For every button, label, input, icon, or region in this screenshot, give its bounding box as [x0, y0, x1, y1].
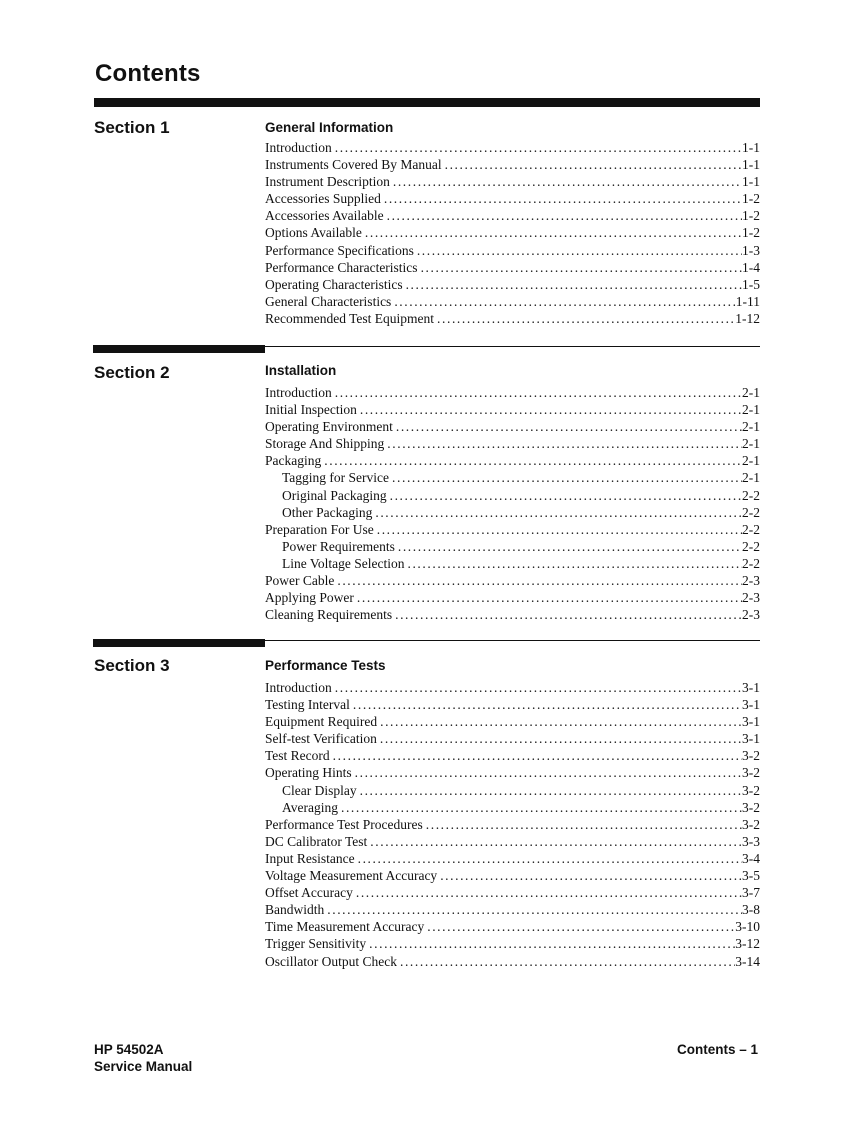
toc-entry-page: 1-3 — [742, 242, 760, 258]
toc-entry-page: 3-2 — [742, 816, 760, 832]
toc-leader-dots — [332, 679, 742, 696]
toc-leader-dots — [357, 401, 742, 418]
toc-entry-title: Testing Interval — [265, 697, 350, 713]
toc-entry-page: 2-3 — [742, 590, 760, 606]
toc-leader-dots — [397, 953, 735, 970]
toc-entry — [265, 589, 760, 606]
toc-leader-dots — [442, 156, 742, 173]
toc-leader-dots — [321, 452, 742, 469]
toc-entry — [265, 747, 760, 764]
toc-leader-dots — [355, 850, 742, 867]
toc-entry — [265, 953, 760, 970]
toc-entry — [265, 816, 760, 833]
toc-entry-title: Operating Hints — [265, 765, 352, 781]
toc-entry-page: 2-2 — [742, 487, 760, 503]
toc-leader-dots — [377, 730, 742, 747]
toc-entry — [265, 173, 760, 190]
footer-left — [94, 1041, 192, 1075]
toc-entry — [265, 884, 760, 901]
section-divider-bar — [93, 345, 265, 353]
toc-entry-title: Performance Characteristics — [265, 259, 418, 275]
toc-leader-dots — [338, 799, 742, 816]
toc-entry-page: 2-1 — [742, 419, 760, 435]
toc-entry — [265, 435, 760, 452]
toc-leader-dots — [384, 207, 742, 224]
toc-entry — [265, 538, 760, 555]
toc-entry — [265, 555, 760, 572]
toc-entry-page: 1-1 — [742, 157, 760, 173]
toc-leader-dots — [352, 764, 742, 781]
toc-list — [265, 139, 760, 327]
toc-entry — [265, 190, 760, 207]
toc-entry — [265, 156, 760, 173]
toc-entry-page: 2-3 — [742, 607, 760, 623]
toc-leader-dots — [381, 190, 742, 207]
toc-entry — [265, 764, 760, 781]
toc-entry-title: Other Packaging — [282, 504, 373, 520]
section-label: Section 1 — [94, 118, 170, 137]
toc-entry — [265, 799, 760, 816]
section-label: Section 2 — [94, 363, 170, 382]
footer-manual: Service Manual — [94, 1059, 193, 1074]
toc-entry — [265, 935, 760, 952]
toc-entry — [265, 730, 760, 747]
toc-entry — [265, 401, 760, 418]
toc-leader-dots — [414, 242, 742, 259]
toc-entry-page: 2-2 — [742, 538, 760, 554]
toc-entry-title: Bandwidth — [265, 902, 325, 918]
toc-entry — [265, 418, 760, 435]
section-heading: Performance Tests — [265, 658, 386, 673]
toc-entry-title: Performance Test Procedures — [265, 816, 423, 832]
toc-entry-title: Original Packaging — [282, 487, 387, 503]
toc-entry-page: 3-2 — [742, 765, 760, 781]
toc-entry — [265, 521, 760, 538]
toc-leader-dots — [330, 747, 742, 764]
toc-leader-dots — [357, 782, 742, 799]
toc-leader-dots — [377, 713, 742, 730]
toc-leader-dots — [395, 538, 742, 555]
toc-entry-title: Instrument Description — [265, 174, 390, 190]
toc-entry-title: Introduction — [265, 140, 332, 155]
toc-entry-title: Options Available — [265, 225, 362, 241]
toc-entry-title: Accessories Available — [265, 208, 384, 224]
toc-leader-dots — [384, 435, 742, 452]
toc-entry-page: 3-10 — [735, 919, 760, 935]
toc-entry-title: Applying Power — [265, 590, 354, 606]
toc-leader-dots — [423, 816, 742, 833]
toc-entry-page: 3-12 — [735, 936, 760, 952]
toc-leader-dots — [437, 867, 742, 884]
toc-entry — [265, 469, 760, 486]
toc-entry-page: 3-2 — [742, 748, 760, 764]
toc-entry-title: Offset Accuracy — [265, 885, 353, 901]
toc-entry — [265, 901, 760, 918]
toc-entry — [265, 139, 760, 156]
toc-entry-page: 3-2 — [742, 782, 760, 798]
toc-entry — [265, 867, 760, 884]
toc-entry-page: 1-12 — [735, 310, 760, 326]
toc-leader-dots — [393, 418, 742, 435]
toc-entry-page: 1-11 — [735, 293, 760, 309]
toc-leader-dots — [332, 384, 742, 401]
toc-leader-dots — [418, 259, 742, 276]
toc-entry-title: Introduction — [265, 385, 332, 400]
toc-entry — [265, 504, 760, 521]
toc-entry — [265, 713, 760, 730]
section-label: Section 3 — [94, 656, 170, 675]
toc-leader-dots — [372, 504, 742, 521]
footer-model: HP 54502A — [94, 1042, 164, 1057]
toc-entry — [265, 452, 760, 469]
toc-leader-dots — [403, 276, 742, 293]
toc-entry-page: 2-1 — [742, 436, 760, 452]
toc-entry — [265, 696, 760, 713]
toc-entry-page: 2-2 — [742, 555, 760, 571]
toc-entry-title: Line Voltage Selection — [282, 555, 405, 571]
toc-entry-page: 3-1 — [742, 680, 760, 695]
title-rule — [94, 98, 760, 107]
toc-entry — [265, 242, 760, 259]
section-divider-line — [265, 640, 760, 641]
toc-leader-dots — [392, 606, 742, 623]
toc-leader-dots — [434, 310, 735, 327]
toc-entry-title: Input Resistance — [265, 850, 355, 866]
section-divider-line — [265, 346, 760, 347]
toc-entry-page: 2-1 — [742, 402, 760, 418]
toc-entry-page: 1-2 — [742, 208, 760, 224]
toc-entry-title: Equipment Required — [265, 714, 378, 730]
toc-entry-page: 3-1 — [742, 697, 760, 713]
toc-entry-page: 2-2 — [742, 521, 760, 537]
toc-leader-dots — [404, 555, 742, 572]
toc-entry-page: 3-5 — [742, 868, 760, 884]
toc-entry-title: Accessories Supplied — [265, 191, 381, 207]
toc-leader-dots — [391, 293, 735, 310]
toc-list — [265, 384, 760, 623]
toc-entry-page: 2-1 — [742, 470, 760, 486]
toc-entry-page: 1-4 — [742, 259, 760, 275]
toc-entry-page: 3-2 — [742, 799, 760, 815]
toc-entry — [265, 918, 760, 935]
toc-entry-page: 3-3 — [742, 833, 760, 849]
toc-entry-title: Clear Display — [282, 782, 357, 798]
toc-entry-page: 2-1 — [742, 385, 760, 400]
toc-entry-page: 1-1 — [742, 140, 760, 155]
toc-leader-dots — [374, 521, 742, 538]
toc-entry — [265, 276, 760, 293]
toc-entry-title: Introduction — [265, 680, 332, 695]
toc-leader-dots — [362, 224, 742, 241]
toc-entry — [265, 572, 760, 589]
toc-entry-title: Test Record — [265, 748, 330, 764]
toc-entry-page: 1-2 — [742, 225, 760, 241]
page-title: Contents — [95, 60, 201, 87]
toc-entry-title: Initial Inspection — [265, 402, 357, 418]
toc-entry-title: Performance Specifications — [265, 242, 414, 258]
toc-entry-page: 2-1 — [742, 453, 760, 469]
toc-entry-page: 3-8 — [742, 902, 760, 918]
toc-entry-title: Tagging for Service — [282, 470, 390, 486]
toc-entry-title: Instruments Covered By Manual — [265, 157, 442, 173]
toc-leader-dots — [353, 884, 742, 901]
toc-entry — [265, 384, 760, 401]
toc-entry-title: Averaging — [282, 799, 338, 815]
toc-leader-dots — [389, 469, 742, 486]
toc-entry-title: Operating Characteristics — [265, 276, 403, 292]
toc-entry — [265, 487, 760, 504]
toc-entry — [265, 310, 760, 327]
toc-leader-dots — [367, 833, 742, 850]
toc-leader-dots — [387, 487, 742, 504]
toc-leader-dots — [324, 901, 742, 918]
toc-entry-page: 3-1 — [742, 714, 760, 730]
toc-entry — [265, 833, 760, 850]
toc-entry-title: Cleaning Requirements — [265, 607, 393, 623]
section-heading: Installation — [265, 363, 337, 378]
toc-entry-title: Power Cable — [265, 573, 335, 589]
toc-entry-title: Operating Environment — [265, 419, 393, 435]
toc-entry — [265, 782, 760, 799]
toc-entry-page: 2-3 — [742, 573, 760, 589]
toc-entry-title: Power Requirements — [282, 538, 395, 554]
toc-entry-title: Packaging — [265, 453, 322, 469]
toc-entry-page: 1-2 — [742, 191, 760, 207]
toc-entry — [265, 850, 760, 867]
toc-entry-page: 1-1 — [742, 174, 760, 190]
toc-entry-title: Voltage Measurement Accuracy — [265, 868, 438, 884]
toc-leader-dots — [354, 589, 742, 606]
footer-page-label: Contents – 1 — [676, 1042, 758, 1057]
toc-leader-dots — [424, 918, 735, 935]
toc-leader-dots — [350, 696, 742, 713]
toc-entry-title: Self-test Verification — [265, 731, 377, 747]
toc-entry-page: 3-7 — [742, 885, 760, 901]
toc-list — [265, 679, 760, 970]
toc-leader-dots — [332, 139, 742, 156]
toc-entry — [265, 224, 760, 241]
section-heading: General Information — [265, 120, 394, 135]
toc-leader-dots — [390, 173, 742, 190]
toc-leader-dots — [366, 935, 735, 952]
section-divider-bar — [93, 639, 265, 647]
toc-entry — [265, 207, 760, 224]
toc-entry-page: 1-5 — [742, 276, 760, 292]
toc-entry-page: 3-4 — [742, 850, 760, 866]
toc-entry-page: 3-1 — [742, 731, 760, 747]
toc-entry-title: Preparation For Use — [265, 521, 374, 537]
toc-entry-title: Storage And Shipping — [265, 436, 385, 452]
toc-entry — [265, 606, 760, 623]
toc-entry-title: Recommended Test Equipment — [265, 310, 435, 326]
toc-entry — [265, 293, 760, 310]
toc-entry — [265, 259, 760, 276]
toc-entry-title: Oscillator Output Check — [265, 953, 397, 969]
toc-entry-title: DC Calibrator Test — [265, 833, 368, 849]
toc-leader-dots — [334, 572, 742, 589]
toc-entry — [265, 679, 760, 696]
toc-entry-page: 2-2 — [742, 504, 760, 520]
toc-entry-page: 3-14 — [735, 953, 760, 969]
toc-entry-title: Time Measurement Accuracy — [265, 919, 425, 935]
toc-entry-title: Trigger Sensitivity — [265, 936, 367, 952]
toc-entry-title: General Characteristics — [265, 293, 392, 309]
